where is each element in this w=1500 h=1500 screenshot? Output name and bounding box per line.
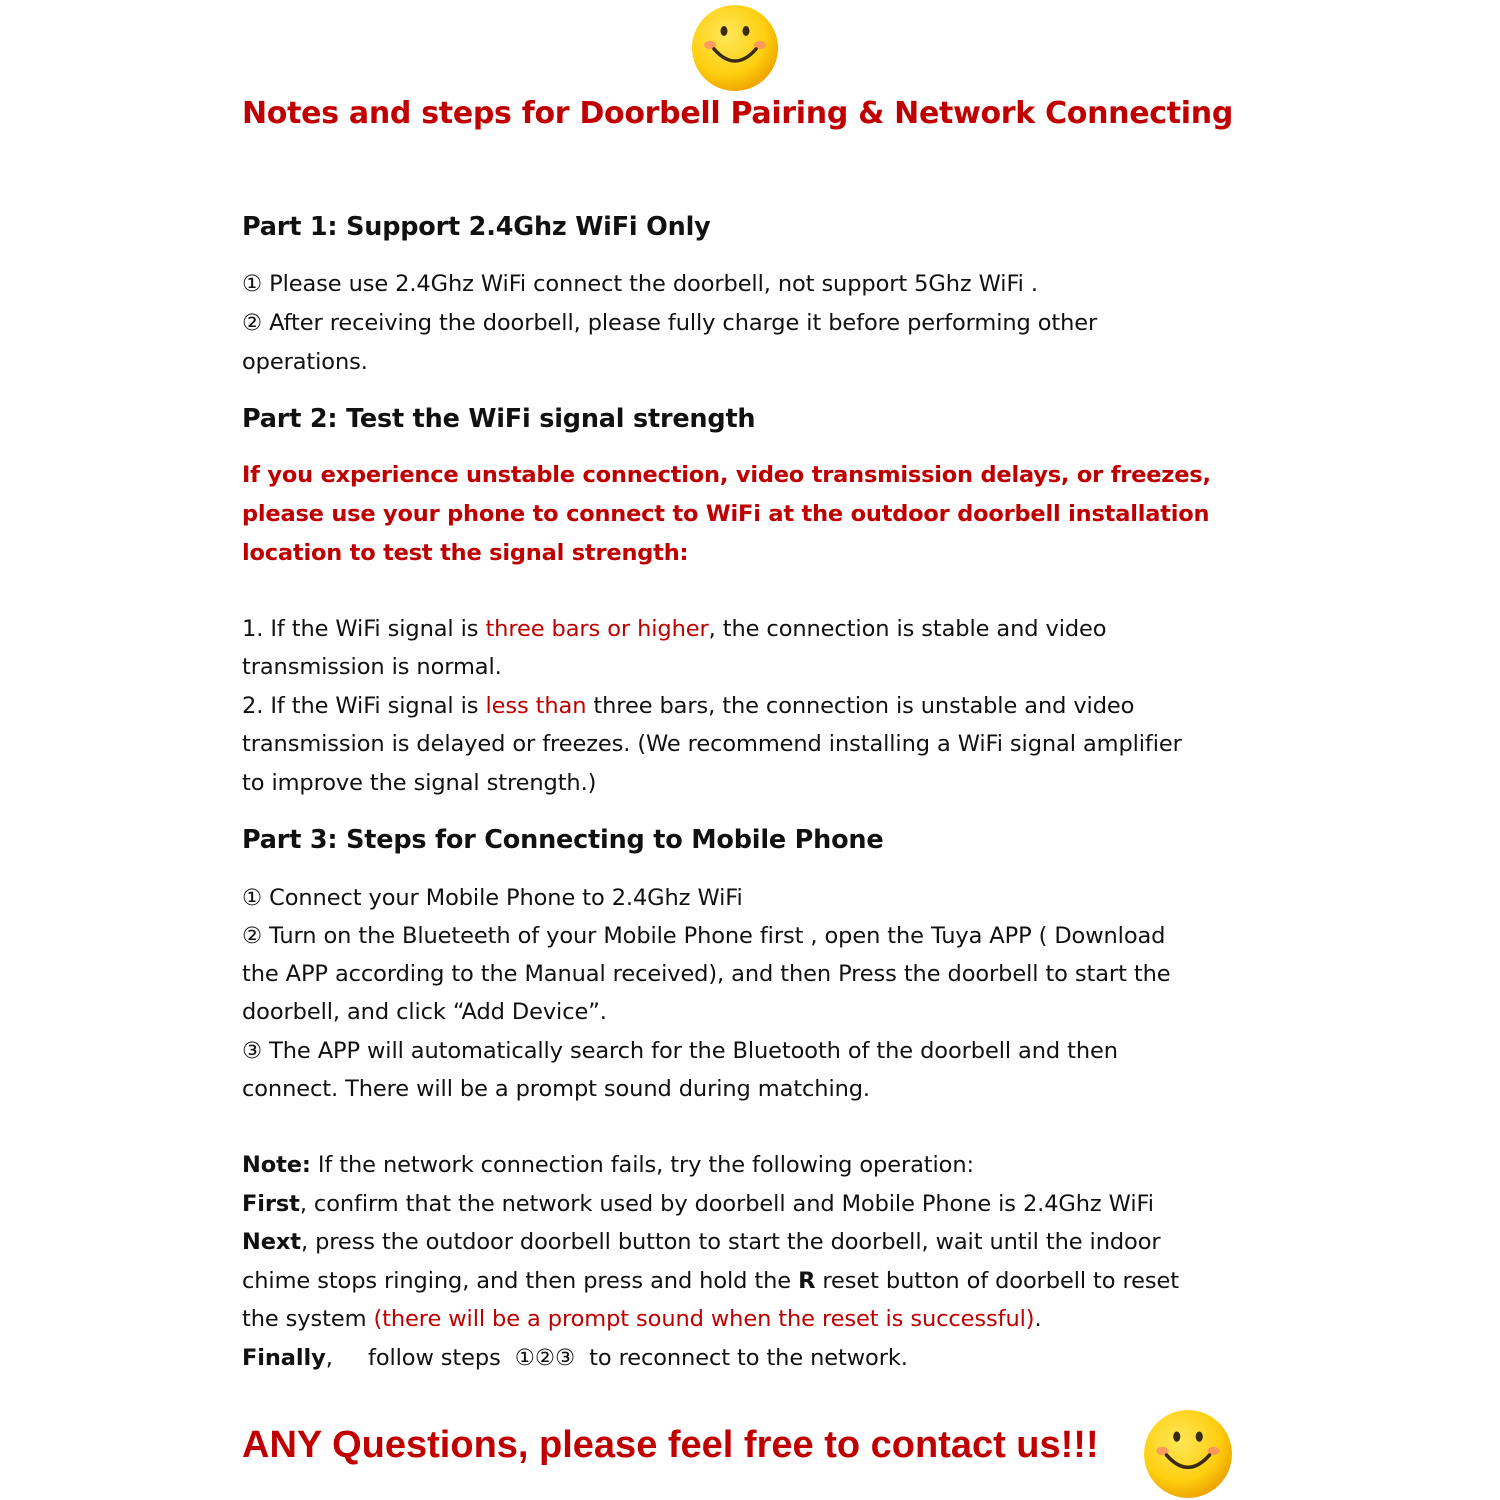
note-finally bbox=[242, 1345, 908, 1371]
part1-heading: Part 1: Support 2.4Ghz WiFi Only bbox=[242, 212, 711, 242]
part2-warning-2: please use your phone to connect to WiFi at the outdoor doorbell installation bbox=[242, 501, 1210, 527]
part2-point-1-highlight: three bars or higher bbox=[485, 616, 709, 642]
part2-point-2-cont: transmission is delayed or freezes. (We recommend installing a WiFi signal amplifier bbox=[242, 731, 1182, 757]
part3-step-3: ③ The APP will automatically search for the Bluetooth of the doorbell and then bbox=[242, 1038, 1118, 1064]
part2-point-1-pre: 1. If the WiFi signal is bbox=[242, 616, 486, 642]
part2-point-1 bbox=[242, 616, 1106, 642]
part1-item-2-cont: operations. bbox=[242, 349, 368, 375]
note-next-text: , press the outdoor doorbell button to start the doorbell, wait until the indoor bbox=[300, 1229, 1161, 1255]
smiley-face-icon bbox=[1142, 1408, 1234, 1500]
part2-point-1-post: , the connection is stable and video bbox=[708, 616, 1107, 642]
note-first-text: , confirm that the network used by doorbell and Mobile Phone is 2.4Ghz WiFi bbox=[299, 1191, 1154, 1217]
part3-step-2-cont: the APP according to the Manual received), and then Press the doorbell to start the bbox=[242, 961, 1171, 987]
note-label: Note: bbox=[242, 1152, 311, 1178]
note-first bbox=[242, 1191, 1154, 1217]
part2-point-2-cont2: to improve the signal strength.) bbox=[242, 770, 597, 796]
part2-warning-1: If you experience unstable connection, video transmission delays, or freezes, bbox=[242, 462, 1211, 488]
part3-step-1: ① Connect your Mobile Phone to 2.4Ghz WiFi bbox=[242, 885, 743, 911]
note-reset-hint: (there will be a prompt sound when the reset is successful) bbox=[373, 1306, 1035, 1332]
part2-heading: Part 2: Test the WiFi signal strength bbox=[242, 404, 756, 434]
part1-item-1: ① Please use 2.4Ghz WiFi connect the doorbell, not support 5Ghz WiFi . bbox=[242, 271, 1038, 297]
note-finally-label: Finally bbox=[242, 1345, 326, 1371]
note-first-label: First bbox=[242, 1191, 300, 1217]
note-next-cont bbox=[242, 1268, 1179, 1294]
smiley-face-icon bbox=[690, 3, 780, 93]
note-line bbox=[242, 1152, 974, 1178]
note-next-cont2-post: . bbox=[1034, 1306, 1042, 1332]
note-finally-text: , follow steps ①②③ to reconnect to the network. bbox=[325, 1345, 908, 1371]
part2-point-2-highlight: less than bbox=[485, 693, 587, 719]
note-reset-key: R bbox=[798, 1268, 816, 1294]
note-next-cont2 bbox=[242, 1306, 1042, 1332]
part3-step-3-cont: connect. There will be a prompt sound during matching. bbox=[242, 1076, 870, 1102]
part3-heading: Part 3: Steps for Connecting to Mobile Phone bbox=[242, 825, 884, 855]
part2-warning-3: location to test the signal strength: bbox=[242, 540, 689, 566]
part2-point-2-pre: 2. If the WiFi signal is bbox=[242, 693, 486, 719]
contact-footer: ANY Questions, please feel free to contact us!!! bbox=[242, 1424, 1099, 1466]
note-next-cont2-pre: the system bbox=[242, 1306, 374, 1332]
note-text: If the network connection fails, try the following operation: bbox=[310, 1152, 974, 1178]
note-next-label: Next bbox=[242, 1229, 301, 1255]
page-title: Notes and steps for Doorbell Pairing & Network Connecting bbox=[242, 96, 1234, 131]
part2-point-2 bbox=[242, 693, 1134, 719]
part2-point-2-post: three bars, the connection is unstable and video bbox=[586, 693, 1135, 719]
part3-step-2-cont2: doorbell, and click “Add Device”. bbox=[242, 999, 607, 1025]
note-next-cont-post: reset button of doorbell to reset bbox=[815, 1268, 1179, 1294]
part2-point-1-cont: transmission is normal. bbox=[242, 654, 502, 680]
part1-item-2: ② After receiving the doorbell, please fully charge it before performing other bbox=[242, 310, 1098, 336]
note-next-cont-pre: chime stops ringing, and then press and hold the bbox=[242, 1268, 799, 1294]
part3-step-2: ② Turn on the Blueteeth of your Mobile Phone first , open the Tuya APP ( Download bbox=[242, 923, 1166, 949]
note-next bbox=[242, 1229, 1161, 1255]
